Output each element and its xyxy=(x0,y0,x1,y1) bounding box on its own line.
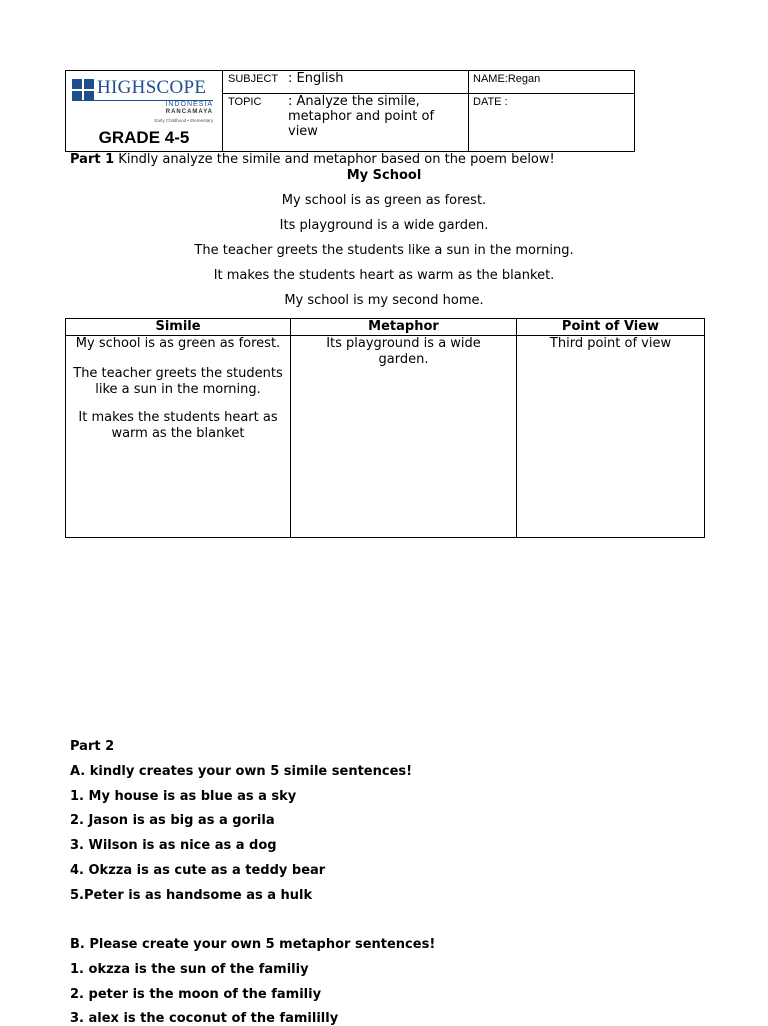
logo-campus: RANCAMAYA xyxy=(165,109,213,115)
metaphor-answer: Its playground is a wide garden. xyxy=(326,336,481,367)
subject-label: SUBJECT xyxy=(228,73,279,85)
subject-value: : English xyxy=(288,71,344,86)
analysis-table xyxy=(65,318,705,538)
part2-label: Part 2 xyxy=(70,739,115,754)
metaphor-sentence: 2. peter is the moon of the familiy xyxy=(70,987,322,1002)
simile-answers xyxy=(66,336,291,538)
date-label: DATE : xyxy=(473,96,508,108)
simile-sentence: 4. Okzza is as cute as a teddy bear xyxy=(70,863,326,878)
point-of-view-answers xyxy=(517,336,705,538)
section-a-title: A. kindly creates your own 5 simile sentences! xyxy=(70,764,413,779)
logo-squares-icon xyxy=(72,79,94,101)
column-header-metaphor: Metaphor xyxy=(291,319,517,336)
poem-line: My school is as green as forest. xyxy=(281,193,487,208)
point-of-view-answer: Third point of view xyxy=(549,336,672,351)
metaphor-sentence: 1. okzza is the sun of the familiy xyxy=(70,962,309,977)
logo-tagline: Early Childhood • Elementary xyxy=(154,118,213,123)
part1-label: Part 1 xyxy=(70,152,115,167)
highscope-logo xyxy=(72,77,217,123)
simile-sentence: 2. Jason is as big as a gorila xyxy=(70,813,275,828)
topic-value: : Analyze the simile, metaphor and point of view xyxy=(288,94,435,139)
subject-cell xyxy=(223,71,469,94)
poem-line: The teacher greets the students like a sun in the morning. xyxy=(194,243,574,258)
poem-title: My School xyxy=(346,168,422,183)
metaphor-answers xyxy=(291,336,517,538)
metaphor-sentence: 3. alex is the coconut of the famililly xyxy=(70,1011,339,1026)
grade-label: GRADE 4-5 xyxy=(98,128,190,147)
simile-sentence: 5.Peter is as handsome as a hulk xyxy=(70,888,313,903)
name-cell xyxy=(469,71,635,94)
student-name: NAME:Regan xyxy=(473,73,541,85)
part1-instruction xyxy=(70,152,555,167)
date-cell xyxy=(469,94,635,152)
logo-region: INDONESIA xyxy=(165,101,213,108)
simile-sentence: 3. Wilson is as nice as a dog xyxy=(70,838,277,853)
section-b-title: B. Please create your own 5 metaphor sentences! xyxy=(70,937,436,952)
logo-cell xyxy=(66,71,223,152)
simile-answer: It makes the students heart as warm as the blanket xyxy=(78,410,278,441)
logo-brand: HIGHSCOPE xyxy=(97,77,207,98)
column-header-simile: Simile xyxy=(66,319,291,336)
poem-line: My school is my second home. xyxy=(284,293,484,308)
topic-cell xyxy=(223,94,469,152)
simile-answer: The teacher greets the students like a sun in the morning. xyxy=(73,366,283,397)
part1-text: Kindly analyze the simile and metaphor based on the poem below! xyxy=(118,152,555,167)
topic-label: TOPIC xyxy=(228,96,262,108)
poem-line: Its playground is a wide garden. xyxy=(279,218,489,233)
simile-answer: My school is as green as forest. xyxy=(75,336,281,351)
column-header-point-of-view: Point of View xyxy=(517,319,705,336)
simile-sentence: 1. My house is as blue as a sky xyxy=(70,789,297,804)
header-table xyxy=(65,70,635,152)
poem-line: It makes the students heart as warm as the blanket. xyxy=(213,268,555,283)
